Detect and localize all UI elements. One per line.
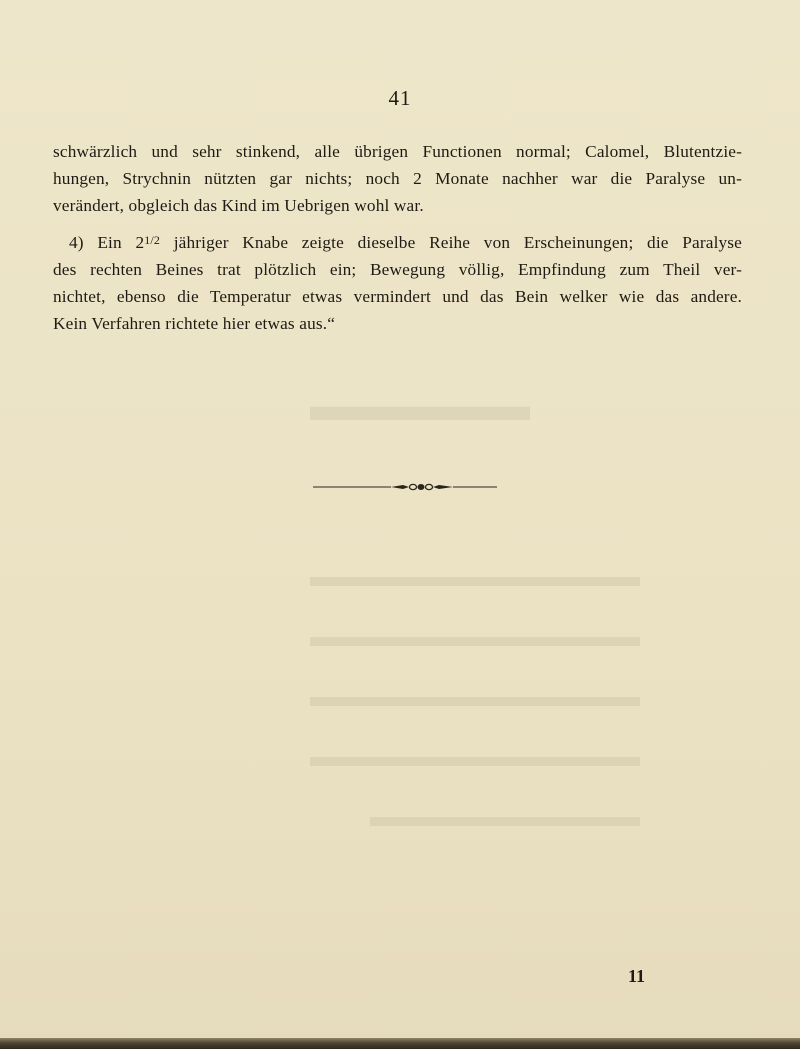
paragraph-gap bbox=[53, 219, 742, 227]
page-number: 41 bbox=[388, 86, 412, 110]
page-bottom-edge bbox=[0, 1038, 800, 1049]
show-through-texture: ▬▬▬▬▬ ▬▬▬▬▬▬▬▬▬▬▬ ▬▬▬▬▬▬▬▬▬▬▬ ▬▬▬▬▬▬▬▬▬▬▬ ▬▬▬▬▬▬▬▬▬▬▬ ▬▬▬▬▬▬▬▬▬ bbox=[310, 381, 640, 833]
paragraph-1-line-2: hungen, Strychnin nützten gar nichts; noch 2 Monate nachher war die Paralyse un- bbox=[53, 169, 742, 188]
paragraph-2-line-1-start: 4) Ein 2 bbox=[69, 233, 145, 252]
paragraph-1-line-1: schwärzlich und sehr stinkend, alle übrigen Functionen normal; Calomel, Blutentzie- bbox=[53, 142, 742, 161]
section-divider-ornament bbox=[313, 483, 497, 491]
paragraph-2-line-1 bbox=[53, 227, 742, 256]
paragraph-2-line-1-end: jähriger Knabe zeigte dieselbe Reihe von Erscheinungen; die Paralyse bbox=[160, 233, 743, 252]
paragraph-2-line-2: des rechten Beines trat plötzlich ein; Bewegung völlig, Empfindung zum Theil ver- bbox=[53, 260, 742, 279]
signature-mark: 11 bbox=[628, 966, 646, 986]
paragraph-1-line-3: verändert, obgleich das Kind im Uebrigen wohl war. bbox=[53, 196, 424, 215]
paragraph-2-line-3: nichtet, ebenso die Temperatur etwas vermindert und das Bein welker wie das andere. bbox=[53, 287, 742, 306]
fraction-one-half: 1/2 bbox=[144, 233, 161, 247]
body-text bbox=[53, 138, 742, 337]
paragraph-2-line-4: Kein Verfahren richtete hier etwas aus.“ bbox=[53, 314, 336, 333]
